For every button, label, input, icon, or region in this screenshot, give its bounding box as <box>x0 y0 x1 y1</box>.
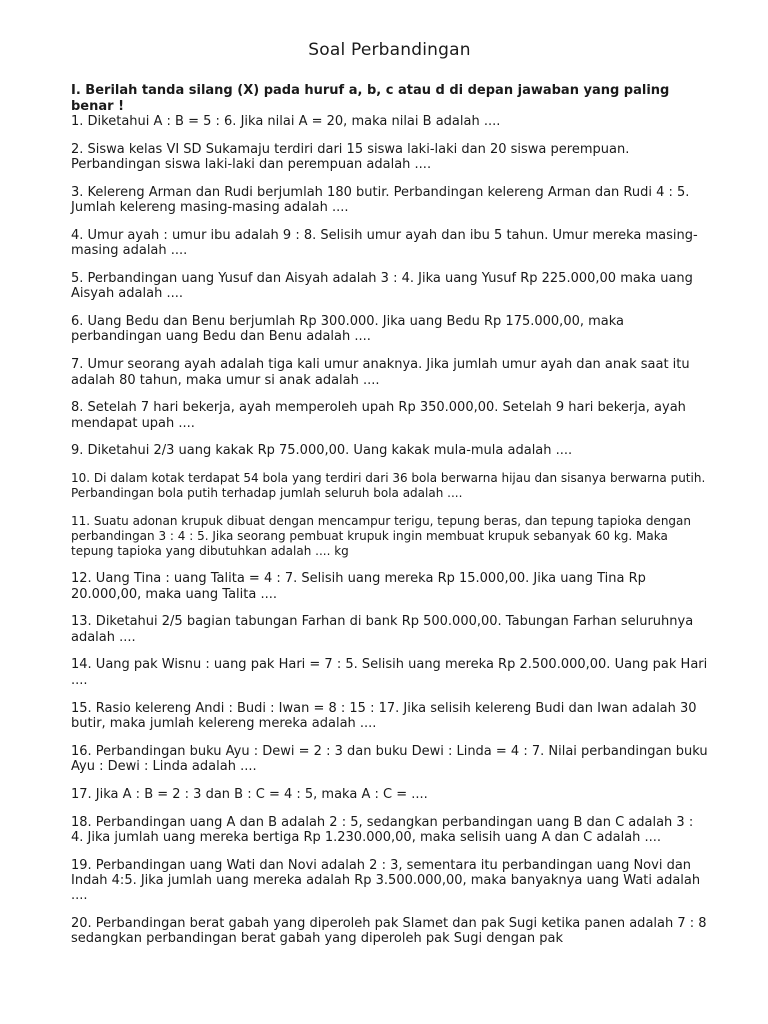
question-item: 16. Perbandingan buku Ayu : Dewi = 2 : 3 dan buku Dewi : Linda = 4 : 7. Nilai perbandingan buku Ayu : Dewi : Linda adalah .... <box>71 743 708 774</box>
question-item: 6. Uang Bedu dan Benu berjumlah Rp 300.000. Jika uang Bedu Rp 175.000,00, maka perbandingan uang Bedu dan Benu adalah .... <box>71 314 625 345</box>
question-item: 8. Setelah 7 hari bekerja, ayah memperoleh upah Rp 350.000,00. Setelah 9 hari bekerja, ayah mendapat upah .... <box>71 400 686 431</box>
question-item: 20. Perbandingan berat gabah yang diperoleh pak Slamet dan pak Sugi ketika panen adalah 7 : 8 sedangkan perbandingan berat gabah yang diperoleh pak Sugi dengan pak <box>71 916 707 947</box>
question-item: 11. Suatu adonan krupuk dibuat dengan mencampur terigu, tepung beras, dan tepung tapioka dengan perbandingan 3 : 4 : 5. Jika seorang pembuat krupuk ingin membuat krupuk sebanyak 60 kg. Maka tepung tapioka yang dibutuhkan adalah .... kg <box>71 513 691 558</box>
question-item: 14. Uang pak Wisnu : uang pak Hari = 7 : 5. Selisih uang mereka Rp 2.500.000,00. Uang pak Hari .... <box>71 657 708 688</box>
document-title: Soal Perbandingan <box>308 40 471 60</box>
question-item: 13. Diketahui 2/5 bagian tabungan Farhan di bank Rp 500.000,00. Tabungan Farhan seluruhnya adalah .... <box>71 614 694 645</box>
question-item: 2. Siswa kelas VI SD Sukamaju terdiri dari 15 siswa laki-laki dan 20 siswa perempuan. Perbandingan siswa laki-laki dan perempuan adalah .... <box>71 141 630 173</box>
question-item: 5. Perbandingan uang Yusuf dan Aisyah adalah 3 : 4. Jika uang Yusuf Rp 225.000,00 maka uang Aisyah adalah .... <box>71 271 693 302</box>
question-item: 15. Rasio kelereng Andi : Budi : Iwan = 8 : 15 : 17. Jika selisih kelereng Budi dan Iwan adalah 30 butir, maka jumlah kelereng mereka adalah .... <box>71 700 697 731</box>
question-item: 18. Perbandingan uang A dan B adalah 2 : 5, sedangkan perbandingan uang B dan C adalah 3 : 4. Jika jumlah uang mereka bertiga Rp 1.230.000,00, maka selisih uang A dan C adalah .... <box>71 814 694 845</box>
question-item: 9. Diketahui 2/3 uang kakak Rp 75.000,00. Uang kakak mula-mula adalah .... <box>71 443 573 459</box>
instruction-text: I. Berilah tanda silang (X) pada huruf a, b, c atau d di depan jawaban yang paling benar ! <box>71 83 670 114</box>
question-item: 10. Di dalam kotak terdapat 54 bola yang terdiri dari 36 bola berwarna hijau dan sisanya berwarna putih. Perbandingan bola putih terhadap jumlah seluruh bola adalah .... <box>71 471 706 501</box>
question-item: 3. Kelereng Arman dan Rudi berjumlah 180 butir. Perbandingan kelereng Arman dan Rudi 4 : 5. Jumlah kelereng masing-masing adalah .... <box>71 184 690 216</box>
question-list <box>71 114 708 947</box>
question-item: 1. Diketahui A : B = 5 : 6. Jika nilai A = 20, maka nilai B adalah .... <box>71 114 501 129</box>
question-item: 4. Umur ayah : umur ibu adalah 9 : 8. Selisih umur ayah dan ibu 5 tahun. Umur mereka masing-masing adalah .... <box>71 227 698 259</box>
question-item: 7. Umur seorang ayah adalah tiga kali umur anaknya. Jika jumlah umur ayah dan anak saat itu adalah 80 tahun, maka umur si anak adalah .... <box>71 357 690 388</box>
question-item: 12. Uang Tina : uang Talita = 4 : 7. Selisih uang mereka Rp 15.000,00. Jika uang Tina Rp 20.000,00, maka uang Talita .... <box>71 571 646 602</box>
question-item: 19. Perbandingan uang Wati dan Novi adalah 2 : 3, sementara itu perbandingan uang Novi dan Indah 4:5. Jika jumlah uang mereka adalah Rp 3.500.000,00, maka banyaknya uang Wati adalah .... <box>71 857 701 904</box>
question-item: 17. Jika A : B = 2 : 3 dan B : C = 4 : 5, maka A : C = .... <box>71 786 428 802</box>
